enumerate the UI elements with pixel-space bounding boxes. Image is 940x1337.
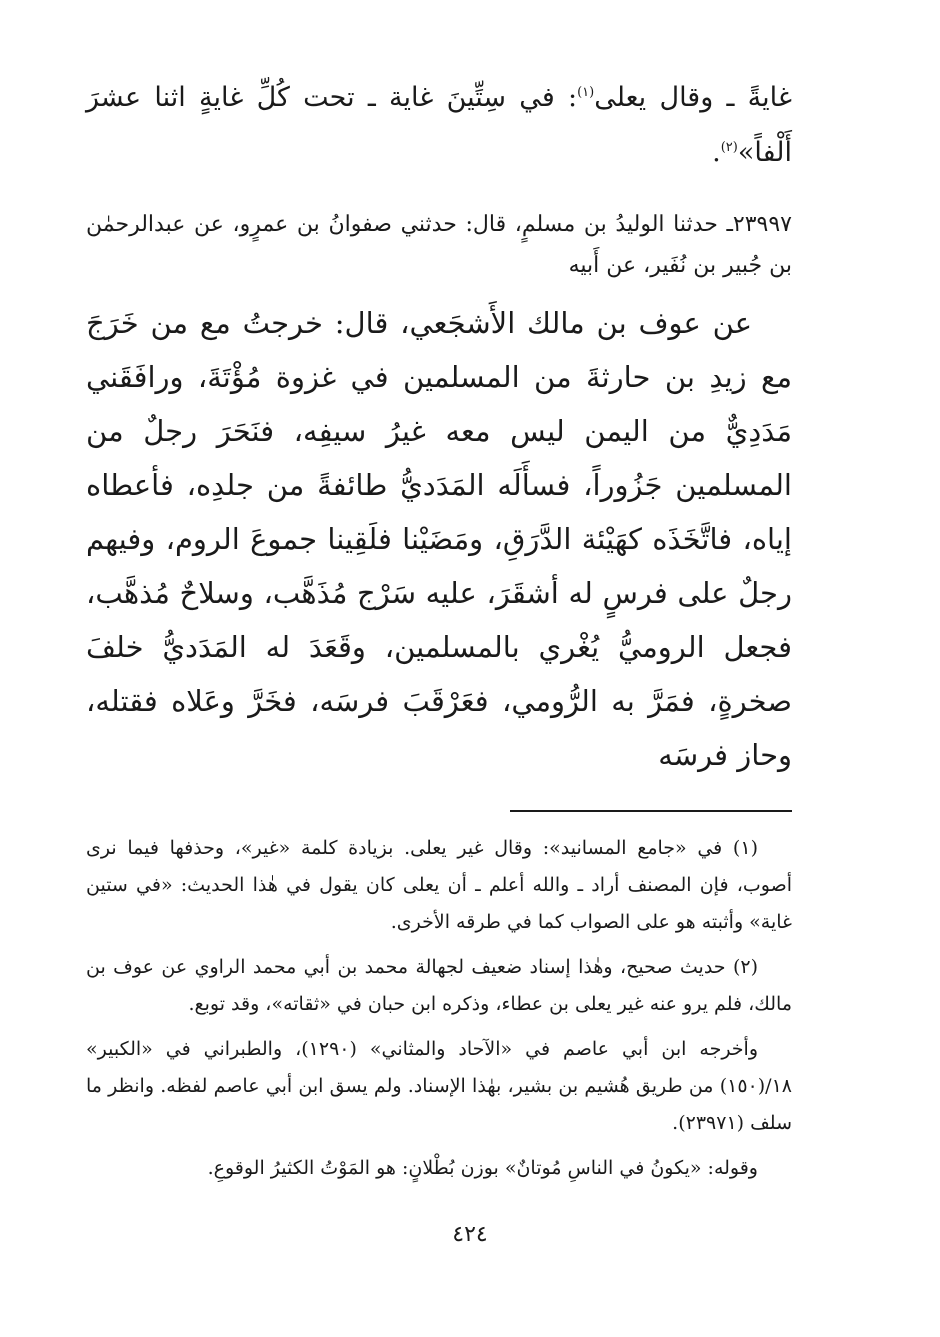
footnote-1: (١) في «جامع المسانيد»: وقال غير يعلى. بزيادة كلمة «غير»، وحذفها فيما نرى أصوب، فإن المصنف أراد ـ والله أعلم ـ أن يعلى كان يقول في هٰذا الحديث: «في ستين غاية» وأثبته هو على الصواب كما في طرقه الأخرى. <box>86 837 792 933</box>
footnote-2: (٢) حديث صحيح، وهٰذا إسناد ضعيف لجهالة محمد بن أبي محمد الراوي عن عوف بن مالك، فلم يرو عنه غير يعلى بن عطاء، وذكره ابن حبان في «ثقاته»، وقد توبع. <box>86 956 792 1015</box>
footnote-ref-2[interactable]: (٢) <box>720 140 738 155</box>
hadith-matn: عن عوف بن مالك الأَشجَعي، قال: خرجتُ مع من خَرَجَ مع زيدِ بن حارثةَ من المسلمين في غزوة مُؤْتَةَ، ورافَقَني مَدَدِيٌّ من اليمن ليس معه غيرُ سيفِه، فنَحَرَ رجلٌ من المسلمين جَزُوراً، فسأَلَه المَدَديُّ طائفةً من جلدِه، فأعطاه إياه، فاتَّخَذَه كهَيْئة الدَّرَقِ، ومَضَيْنا فلَقِينا جموعَ الروم، وفيهم رجلٌ على فرسٍ له أشقَرَ، عليه سَرْج مُذَهَّب، وسلاحٌ مُذهَّب، فجعل الروميُّ يُغْري بالمسلمين، وقَعَدَ له المَدَديُّ خلفَ صخرةٍ، فمَرَّ به الرُّومي، فعَرْقَبَ فرسَه، فخَرَّ وعَلاه فقتله، وحاز فرسَه <box>86 306 792 772</box>
continued-text-part-1: غايةً ـ وقال يعلى <box>594 82 792 113</box>
footnote-ref-1[interactable]: (١) <box>577 85 595 100</box>
hadith-isnad: ٢٣٩٩٧ـ حدثنا الوليدُ بن مسلمٍ، قال: حدثني صفوانُ بن عمرٍو، عن عبدالرحمٰن بن جُبير بن نُفَير، عن أَبيه <box>86 212 792 278</box>
footnotes <box>86 830 792 1187</box>
footnote-separator <box>510 810 792 812</box>
book-page <box>86 70 792 1270</box>
page-number: ٤٢٤ <box>452 1222 488 1247</box>
footnote-2-continuation: وأخرجه ابن أبي عاصم في «الآحاد والمثاني» (١٢٩٠)، والطبراني في «الكبير» ١٨/(١٥٠) من طريق هُشيم بن بشير، بهٰذا الإسناد. ولم يسق ابن أبي عاصم لفظه. وانظر ما سلف (٢٣٩٧١). <box>86 1038 792 1134</box>
footnote-2-gloss: وقوله: «يكونُ في الناسِ مُوتانٌ» بوزن بُطْلانٍ: هو المَوْتُ الكثيرُ الوقوعِ. <box>207 1157 758 1179</box>
sentence-end: . <box>712 137 721 168</box>
continued-hadith-text <box>86 70 792 180</box>
continued-text-part-2: : في سِتِّينَ غاية ـ تحت كُلِّ غايةٍ اثنا عشرَ أَلْفاً» <box>86 82 792 168</box>
